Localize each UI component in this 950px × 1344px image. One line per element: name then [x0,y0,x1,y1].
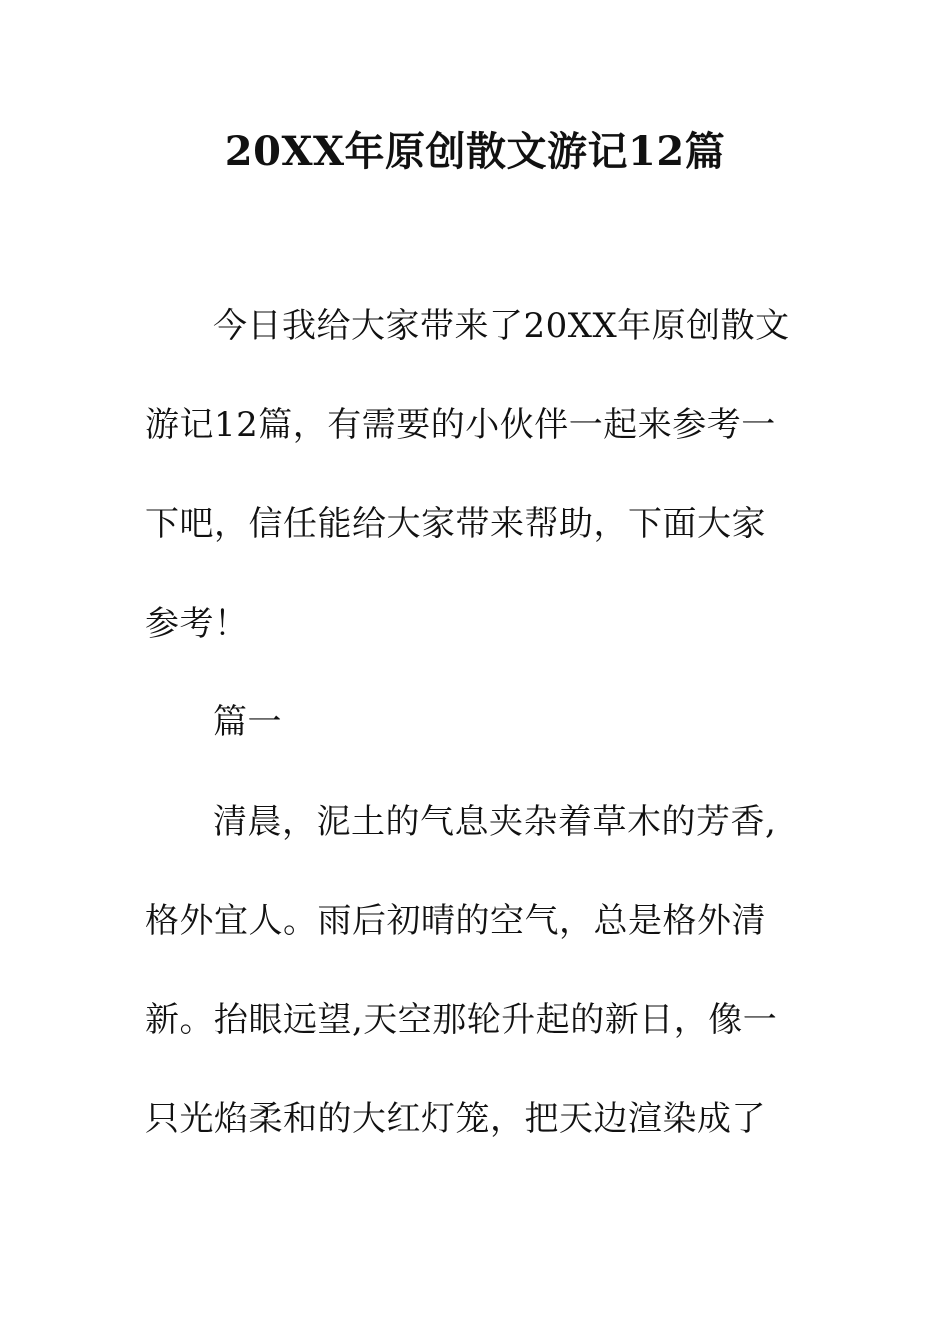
section-heading: 篇一 [213,702,282,742]
intro-line-3: 下吧，信任能给大家带来帮助，下面大家 [145,504,766,544]
intro-line-1: 今日我给大家带来了20XX年原创散文 [213,306,790,346]
body-line-2: 格外宜人。雨后初晴的空气，总是格外清 [145,901,766,941]
body-line-1: 清晨，泥土的气息夹杂着草木的芳香, [213,802,777,842]
intro-line-4: 参考！ [145,604,249,644]
intro-line-2: 游记12篇，有需要的小伙伴一起来参考一 [145,405,776,445]
document-title: 20XX年原创散文游记12篇 [224,128,726,175]
body-line-3: 新。抬眼远望,天空那轮升起的新日，像一 [145,1000,778,1040]
body-line-4: 只光焰柔和的大红灯笼，把天边渲染成了 [145,1099,766,1139]
